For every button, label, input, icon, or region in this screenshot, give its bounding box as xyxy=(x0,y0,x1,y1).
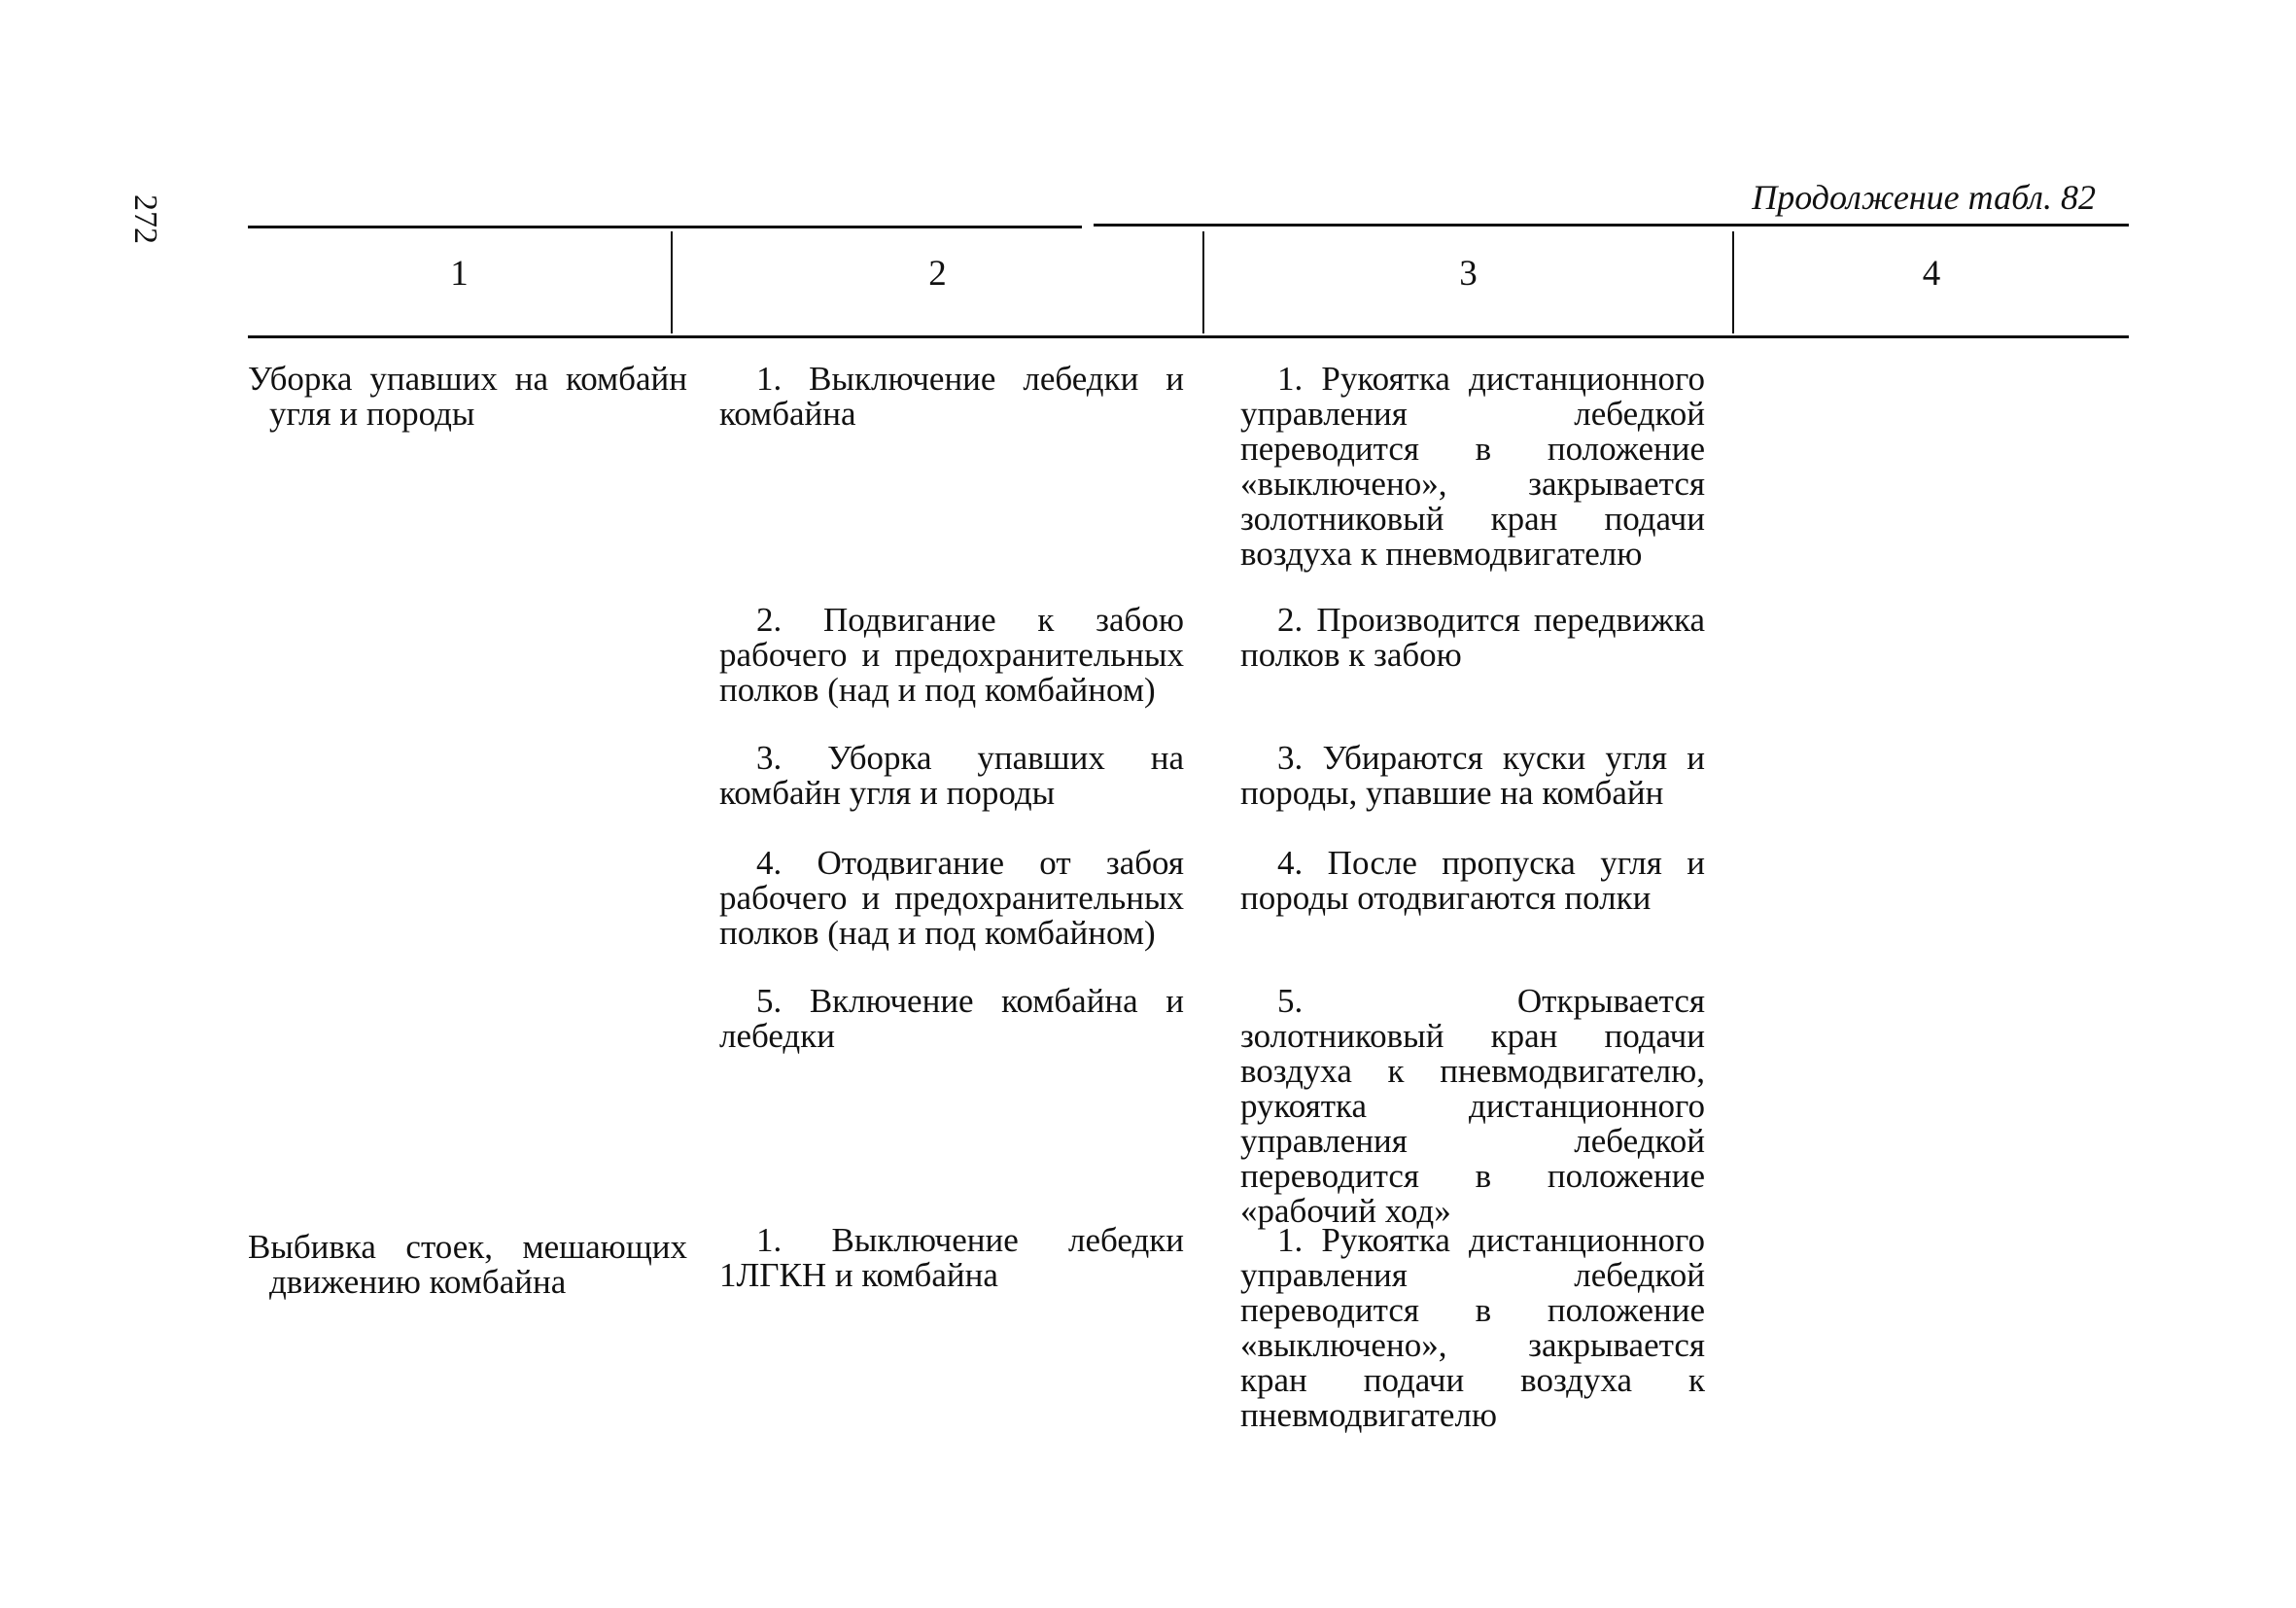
column-header-4: 4 xyxy=(1922,254,1941,294)
row1-action-2: 2. Производится передвижка полков к забою xyxy=(1240,601,1705,674)
row1-step-1: 1. Выключение лебедки и комбайна xyxy=(719,360,1184,433)
page-number: 272 xyxy=(127,194,163,244)
row1-action-3: 3. Убираются куски угля и породы, упавшие на комбайн xyxy=(1240,739,1705,812)
row1-action-4: 4. После пропуска угля и породы отодвигаются полки xyxy=(1240,844,1705,917)
column-header-2: 2 xyxy=(928,254,947,294)
table-header-bottom-rule xyxy=(248,335,2129,338)
column-header-3: 3 xyxy=(1459,254,1478,294)
row1-step-4: 4. Отодвигание от забоя рабочего и предохранительных полков (над и под комбайном) xyxy=(719,844,1184,952)
row1-action-5: 5. Открывается золотниковый кран подачи воздуха к пневмодвигателю, рукоятка дистанционного управления лебедкой переводится в положение «рабочий ход» xyxy=(1240,982,1705,1230)
table-top-rule-left xyxy=(248,226,1082,228)
row1-step-5: 5. Включение комбайна и лебедки xyxy=(719,982,1184,1055)
column-header-1: 1 xyxy=(450,254,469,294)
row1-step-3: 3. Уборка упавших на комбайн угля и породы xyxy=(719,739,1184,812)
row1-action-1: 1. Рукоятка дистанционного управления лебедкой переводится в положение «выключено», закрывается золотниковый кран подачи воздуха к пневмодвигателю xyxy=(1240,360,1705,573)
table-caption: Продолжение табл. 82 xyxy=(1752,178,2096,217)
row1-operation: Уборка упавших на комбайн угля и породы xyxy=(248,360,687,433)
table-top-rule-right xyxy=(1094,224,2129,227)
row1-step-2: 2. Подвигание к забою рабочего и предохранительных полков (над и под комбайном) xyxy=(719,601,1184,709)
row2-operation: Выбивка стоек, мешающих движению комбайна xyxy=(248,1228,687,1301)
row2-step-1: 1. Выключение лебедки 1ЛГКН и комбайна xyxy=(719,1221,1184,1294)
row2-action-1: 1. Рукоятка дистанционного управления лебедкой переводится в положение «выключено», закрывается кран подачи воздуха к пневмодвигателю xyxy=(1240,1221,1705,1434)
